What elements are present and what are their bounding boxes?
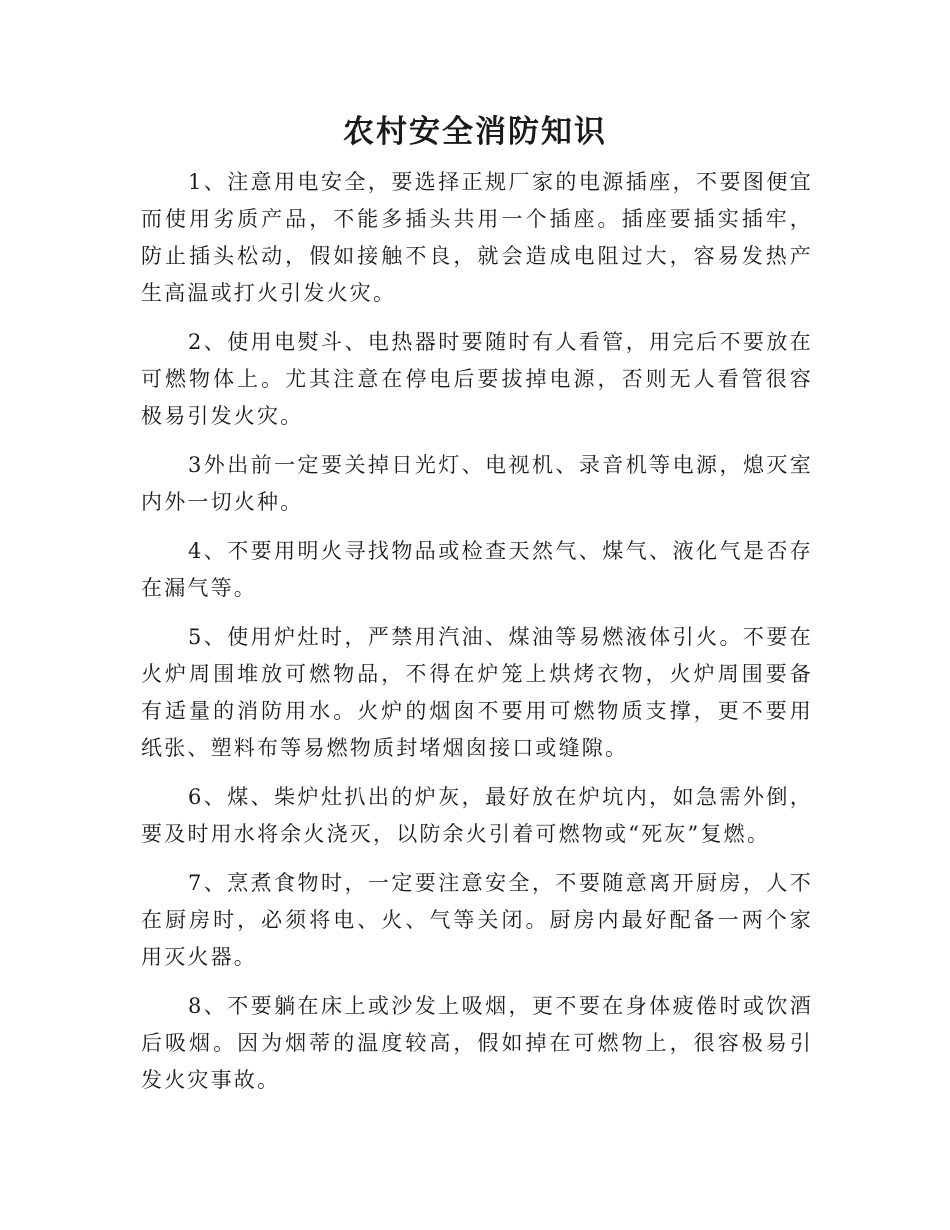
paragraph-7: 7、烹煮食物时，一定要注意安全，不要随意离开厨房，人不在厨房时，必须将电、火、气等关闭。厨房内最好配备一两个家用灭火器。 xyxy=(141,871,813,969)
paragraph-2: 2、使用电熨斗、电热器时要随时有人看管，用完后不要放在可燃物体上。尤其注意在停电后要拔掉电源，否则无人看管很容极易引发火灾。 xyxy=(141,330,813,428)
paragraph-6: 6、煤、柴炉灶扒出的炉灰，最好放在炉坑内，如急需外倒，要及时用水将余火浇灭，以防余火引着可燃物或“死灰”复燃。 xyxy=(141,785,813,846)
document-body xyxy=(141,164,813,1111)
document-title: 农村安全消防知识 xyxy=(343,114,607,150)
paragraph-8: 8、不要躺在床上或沙发上吸烟，更不要在身体疲倦时或饮酒后吸烟。因为烟蒂的温度较高，假如掉在可燃物上，很容极易引发火灾事故。 xyxy=(141,994,813,1092)
paragraph-3: 3外出前一定要关掉日光灯、电视机、录音机等电源，熄灭室内外一切火种。 xyxy=(141,453,813,514)
paragraph-5: 5、使用炉灶时，严禁用汽油、煤油等易燃液体引火。不要在火炉周围堆放可燃物品，不得在炉笼上烘烤衣物，火炉周围要备有适量的消防用水。火炉的烟囱不要用可燃物质支撑，更不要用纸张、塑料布等易燃物质封堵烟囱接口或缝隙。 xyxy=(141,625,813,760)
paragraph-1: 1、注意用电安全，要选择正规厂家的电源插座，不要图便宜而使用劣质产品，不能多插头共用一个插座。插座要插实插牢，防止插头松动，假如接触不良，就会造成电阻过大，容易发热产生高温或打火引发火灾。 xyxy=(141,170,813,305)
paragraph-4: 4、不要用明火寻找物品或检查天然气、煤气、液化气是否存在漏气等。 xyxy=(141,539,813,600)
